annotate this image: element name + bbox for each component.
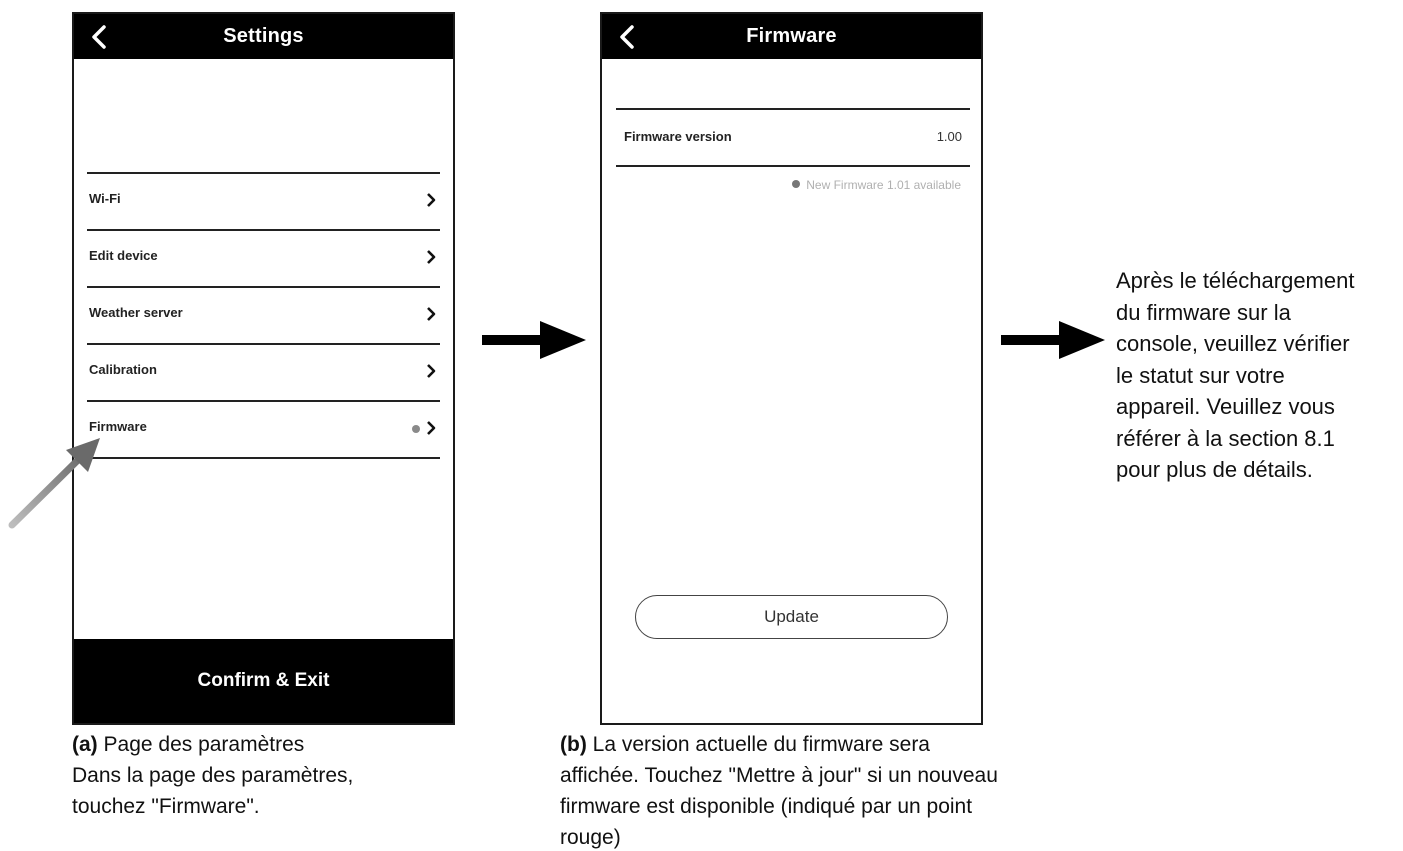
settings-item-weather-server[interactable] [87, 288, 440, 345]
firmware-header [602, 14, 981, 59]
firmware-version-label: Firmware version [624, 129, 732, 144]
new-firmware-text: New Firmware 1.01 available [806, 178, 961, 192]
settings-item-label: Weather server [89, 305, 183, 320]
settings-header [74, 14, 453, 59]
caption-line: touchez "Firmware". [72, 795, 260, 818]
caption-line: affichée. Touchez "Mettre à jour" si un nouveau [560, 764, 998, 787]
caption-line: firmware est disponible (indiqué par un point [560, 795, 973, 818]
side-note [1116, 265, 1401, 486]
chevron-right-icon [426, 420, 436, 436]
settings-item-firmware[interactable] [87, 402, 440, 459]
firmware-title: Firmware [746, 25, 837, 47]
side-note-line: du firmware sur la [1116, 299, 1291, 325]
update-button[interactable]: Update [635, 595, 948, 639]
arrow-right-icon [1001, 319, 1105, 361]
new-update-dot [412, 425, 420, 433]
firmware-version-row [616, 108, 970, 167]
caption-marker: (b) [560, 733, 587, 756]
chevron-right-icon [426, 249, 436, 265]
chevron-right-icon [426, 306, 436, 322]
side-note-line: Après le téléchargement [1116, 268, 1355, 293]
settings-item-label: Calibration [89, 362, 157, 377]
caption-line: La version actuelle du firmware sera [586, 733, 930, 756]
side-note-line: pour plus de détails. [1116, 457, 1313, 482]
side-note-line: console, veuillez vérifier [1116, 331, 1350, 356]
settings-item-calibration[interactable] [87, 345, 440, 402]
chevron-right-icon [426, 363, 436, 379]
caption-b [560, 729, 1120, 851]
caption-title: Page des paramètres [97, 733, 305, 756]
caption-marker: (a) [72, 733, 98, 756]
settings-item-label: Wi-Fi [89, 191, 121, 206]
settings-item-edit-device[interactable] [87, 231, 440, 288]
firmware-phone-screen [600, 12, 983, 725]
caption-line: Dans la page des paramètres, [72, 764, 354, 787]
settings-item-label: Firmware [89, 419, 147, 434]
settings-item-wifi[interactable] [87, 174, 440, 231]
settings-phone-screen [72, 12, 455, 725]
caption-line: rouge) [560, 826, 621, 849]
new-firmware-notice [792, 178, 961, 192]
caption-a [72, 729, 492, 822]
arrow-right-icon [482, 319, 586, 361]
settings-list [87, 172, 440, 459]
pointer-arrow-icon [0, 430, 120, 540]
chevron-right-icon [426, 192, 436, 208]
settings-title: Settings [223, 25, 304, 47]
side-note-line: le statut sur votre [1116, 362, 1285, 388]
settings-item-label: Edit device [89, 248, 158, 263]
side-note-line: référer à la section 8.1 [1116, 425, 1335, 451]
firmware-version-value: 1.00 [936, 129, 962, 144]
new-update-dot [792, 180, 800, 188]
side-note-line: appareil. Veuillez vous [1116, 394, 1335, 419]
confirm-exit-button[interactable]: Confirm & Exit [74, 639, 453, 723]
